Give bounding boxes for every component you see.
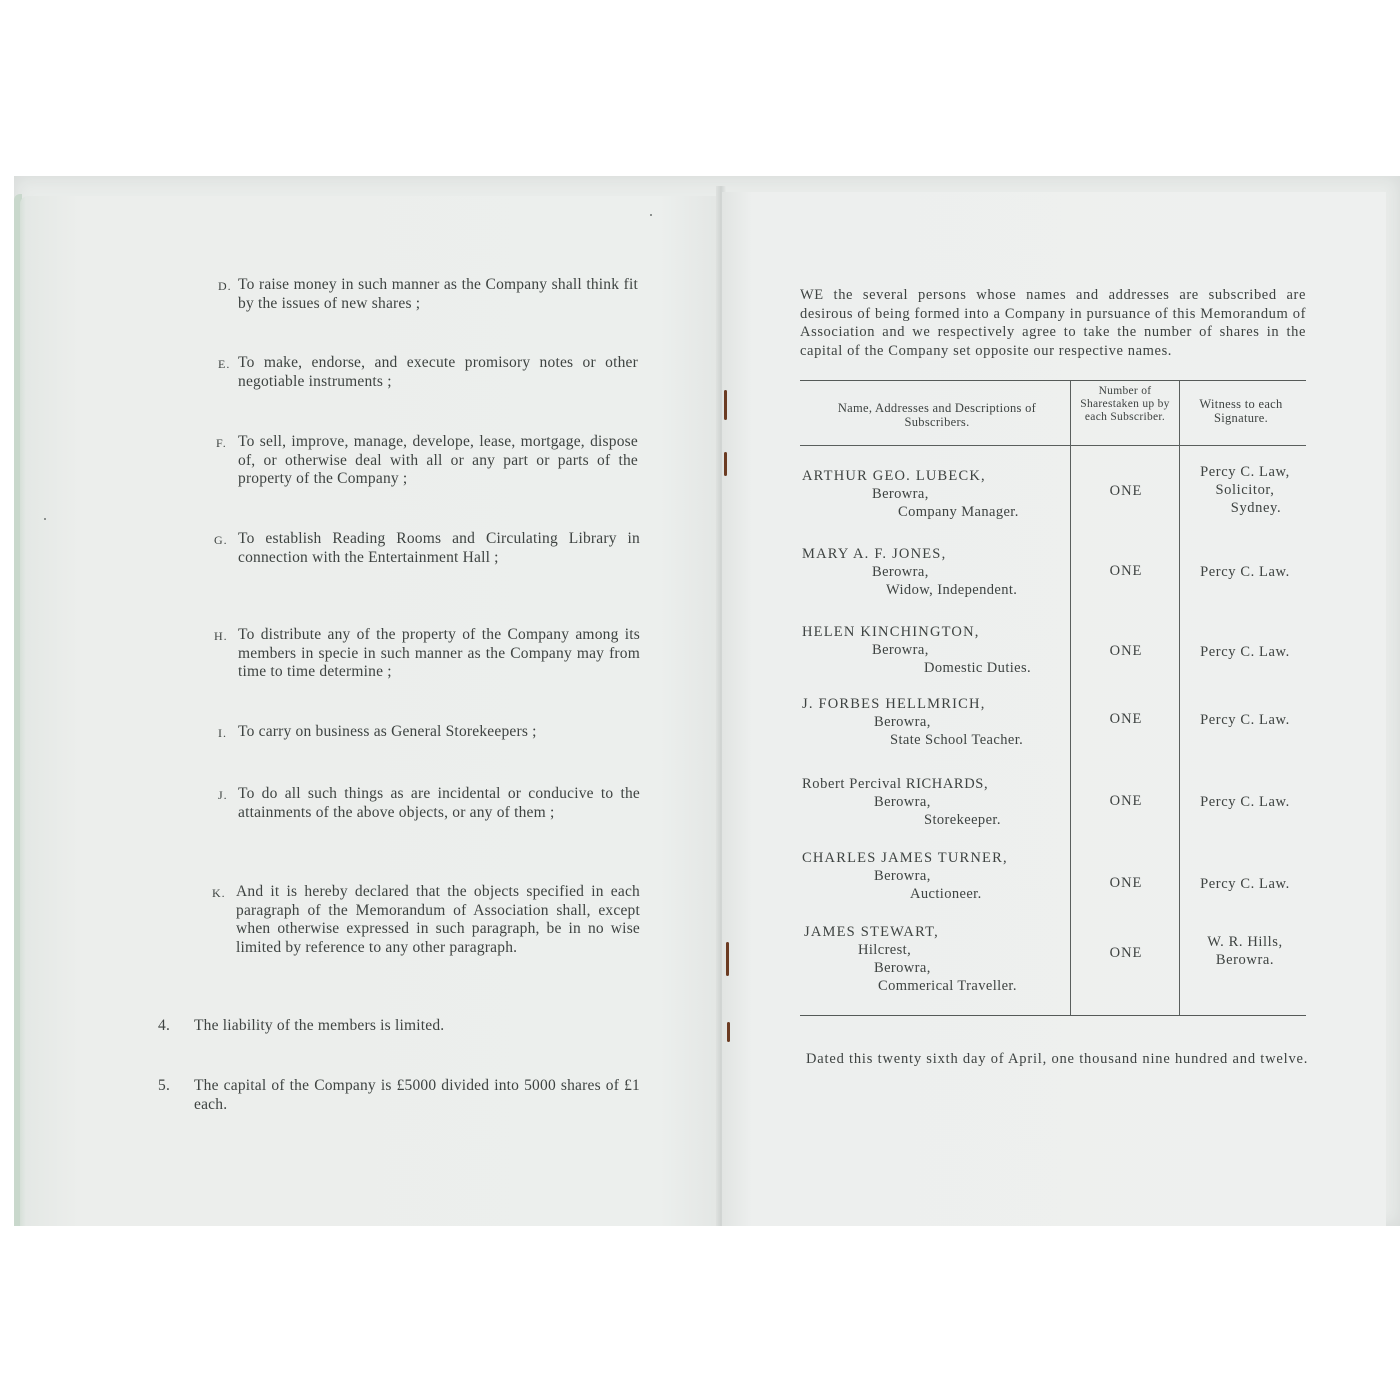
clause-text: To sell, improve, manage, develope, lease, mortgage, dispose of, or otherwise deal with all or any part or parts of the property of the Company ; (238, 433, 638, 487)
subscriber-name: CHARLES JAMES TURNER, (802, 850, 1008, 866)
header-name: Name, Addresses and Descriptions of Subscribers. (837, 401, 1037, 429)
article-text: The capital of the Company is £5000 divided into 5000 shares of £1 each. (194, 1077, 640, 1113)
clause-j (218, 785, 640, 822)
shares-taken: ONE (1109, 875, 1143, 891)
witness-line: W. R. Hills, (1207, 934, 1283, 950)
subscriber-name: ARTHUR GEO. LUBECK, (802, 468, 986, 484)
subscriber-occupation: Auctioneer. (910, 886, 982, 902)
subscriber-details (802, 695, 1023, 749)
shares-taken: ONE (1109, 643, 1143, 659)
column-divider (1179, 381, 1180, 1015)
clause-g (214, 530, 640, 567)
header-shares: Number of Sharestaken up by each Subscriber. (1080, 385, 1170, 423)
subscribers-table (800, 380, 1306, 1016)
witness-line: Solicitor, (1215, 482, 1275, 498)
article-number: 5. (158, 1077, 171, 1094)
clause-mark: K. (212, 886, 226, 900)
clause-k (212, 883, 640, 957)
witness (1184, 463, 1306, 517)
witness (1184, 563, 1306, 581)
subscriber-details (802, 545, 1017, 599)
shares-taken: ONE (1109, 711, 1143, 727)
clause-i (218, 723, 640, 742)
shares-taken: ONE (1109, 945, 1143, 961)
header-witness: Witness to each Signature. (1199, 397, 1283, 425)
witness (1184, 643, 1306, 661)
clause-d (218, 276, 638, 313)
staple-top (724, 390, 727, 420)
shares-taken: ONE (1109, 793, 1143, 809)
witness-line: Percy C. Law. (1200, 876, 1290, 892)
witness-line: Percy C. Law. (1200, 712, 1290, 728)
subscriber-name: JAMES STEWART, (804, 924, 939, 940)
article-5 (158, 1077, 640, 1114)
clause-text: To carry on business as General Storekeepers ; (238, 723, 537, 740)
staple-bottom (726, 942, 729, 976)
witness (1184, 793, 1306, 811)
subscriber-name: MARY A. F. JONES, (802, 546, 947, 562)
paper-speck (44, 518, 46, 520)
column-divider (1070, 381, 1071, 1015)
subscriber-details (802, 467, 1019, 521)
clause-mark: G. (214, 533, 228, 547)
witness (1184, 933, 1306, 969)
article-number: 4. (158, 1017, 171, 1034)
subscriber-details (802, 849, 1008, 903)
subscriber-address: Berowra, (872, 642, 929, 658)
subscriber-address: Berowra, (872, 486, 929, 502)
witness (1184, 711, 1306, 729)
witness-line: Percy C. Law, (1200, 464, 1290, 480)
clause-mark: F. (216, 436, 227, 450)
clause-mark: H. (214, 629, 228, 643)
clause-text: To establish Reading Rooms and Circulating Library in connection with the Entertainment Hall ; (238, 530, 640, 566)
witness-line: Berowra. (1215, 952, 1275, 968)
subscriber-address: Berowra, (874, 794, 931, 810)
subscriber-details (802, 623, 1031, 677)
clause-mark: I. (218, 726, 227, 740)
dated-statement: Dated this twenty sixth day of April, one thousand nine hundred and twelve. (806, 1051, 1309, 1067)
witness-line: Percy C. Law. (1200, 644, 1290, 660)
subscriber-name: HELEN KINCHINGTON, (802, 624, 980, 640)
witness-line: Sydney. (1230, 500, 1282, 516)
subscriber-occupation: Widow, Independent. (886, 582, 1018, 598)
article-4 (158, 1017, 640, 1036)
staple-top-lower (724, 452, 727, 476)
subscriber-name: Robert Percival RICHARDS, (802, 776, 989, 792)
subscriber-address: Berowra, (874, 960, 931, 976)
clause-text: To raise money in such manner as the Company shall think fit by the issues of new shares ; (238, 276, 638, 312)
subscriber-occupation: State School Teacher. (890, 732, 1024, 748)
subscribers-declaration: WE the several persons whose names and addresses are subscribed are desirous of being formed into a Company in pursuance of this Memorandum of Association and we respectively agree to take the number of shares in the capital of the Company set opposite our respective names. (800, 287, 1306, 359)
left-page (20, 196, 720, 1226)
subscriber-address: Berowra, (874, 868, 931, 884)
subscriber-occupation: Company Manager. (898, 504, 1019, 520)
witness (1184, 875, 1306, 893)
clause-text: And it is hereby declared that the objects specified in each paragraph of the Memorandum of Association shall, except when otherwise expressed in such paragraph, be in no wise limited by reference to any other paragraph. (236, 883, 640, 956)
subscriber-occupation: Storekeeper. (924, 812, 1001, 828)
subscriber-occupation: Domestic Duties. (924, 660, 1032, 676)
clause-mark: J. (218, 788, 228, 802)
witness-line: Percy C. Law. (1200, 794, 1290, 810)
subscriber-address: Berowra, (874, 714, 931, 730)
subscriber-name: J. FORBES HELLMRICH, (802, 696, 986, 712)
article-text: The liability of the members is limited. (194, 1017, 445, 1034)
clause-e (218, 354, 638, 391)
shares-taken: ONE (1109, 483, 1143, 499)
clause-f (216, 433, 638, 489)
clause-mark: D. (218, 279, 232, 293)
clause-h (214, 626, 640, 682)
staple-bottom-lower (727, 1022, 730, 1042)
witness-line: Percy C. Law. (1200, 564, 1290, 580)
subscriber-details (802, 775, 1001, 829)
subscriber-address: Berowra, (872, 564, 929, 580)
subscriber-address: Hilcrest, (858, 942, 912, 958)
clause-mark: E. (218, 357, 231, 371)
subscriber-details (804, 923, 1017, 995)
header-divider (800, 445, 1306, 446)
paper-speck (650, 214, 652, 216)
clause-text: To make, endorse, and execute promisory notes or other negotiable instruments ; (238, 354, 638, 390)
subscriber-occupation: Commerical Traveller. (878, 978, 1017, 994)
clause-text: To do all such things as are incidental or conducive to the attainments of the above objects, or any of them ; (238, 785, 640, 821)
shares-taken: ONE (1109, 563, 1143, 579)
clause-text: To distribute any of the property of the Company among its members in specie in such manner as the Company may from time to time determine ; (238, 626, 640, 680)
